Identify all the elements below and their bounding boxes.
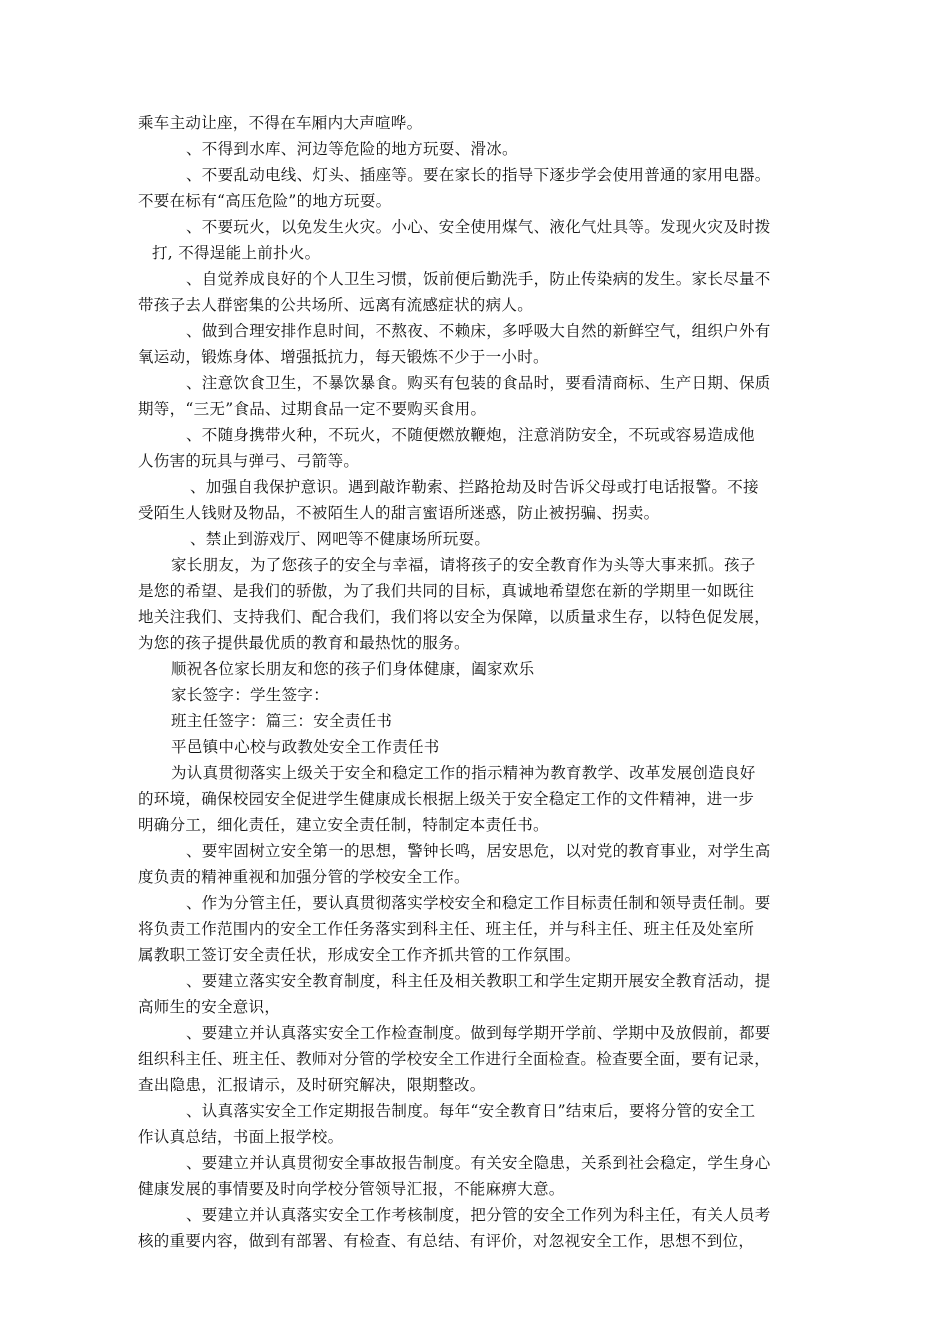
text-line: 平邑镇中心校与政教处安全工作责任书 bbox=[171, 738, 440, 756]
text-line: 班主任签字：篇三：安全责任书 bbox=[171, 712, 393, 730]
text-line: 、禁止到游戏厅、网吧等不健康场所玩耍。 bbox=[190, 530, 491, 548]
text-line: 为您的孩子提供最优质的教育和最热忱的服务。 bbox=[138, 634, 470, 652]
text-line: 明确分工，细化责任，建立安全责任制，特制定本责任书。 bbox=[138, 816, 549, 834]
text-line: 、要建立落实安全教育制度，科主任及相关教职工和学生定期开展安全教育活动，提 bbox=[186, 972, 771, 990]
text-line: 、不要乱动电线、灯头、插座等。要在家长的指导下逐步学会使用普通的家用电器。 bbox=[186, 166, 771, 184]
text-line: 、自觉养成良好的个人卫生习惯，饭前便后勤洗手，防止传染病的发生。家长尽量不 bbox=[186, 270, 771, 288]
text-line: 查出隐患，汇报请示，及时研究解决，限期整改。 bbox=[138, 1076, 486, 1094]
text-line: 乘车主动让座，不得在车厢内大声喧哗。 bbox=[138, 114, 423, 132]
text-line: 、要建立并认真贯彻安全事故报告制度。有关安全隐患，关系到社会稳定，学生身心 bbox=[186, 1154, 771, 1172]
text-line: 、做到合理安排作息时间，不熬夜、不赖床，多呼吸大自然的新鲜空气，组织户外有 bbox=[186, 322, 771, 340]
text-line: 家长朋友，为了您孩子的安全与幸福，请将孩子的安全教育作为头等大事来抓。孩子 bbox=[171, 556, 756, 574]
text-line: 氧运动，锻炼身体、增强抵抗力，每天锻炼不少于一小时。 bbox=[138, 348, 549, 366]
text-line: 组织科主任、班主任、教师对分管的学校安全工作进行全面检查。检查要全面，要有记录， bbox=[138, 1050, 771, 1068]
text-line: 、注意饮食卫生，不暴饮暴食。购买有包装的食品时，要看清商标、生产日期、保质 bbox=[186, 374, 771, 392]
text-line: 、加强自我保护意识。遇到敲诈勒索、拦路抢劫及时告诉父母或打电话报警。不接 bbox=[190, 478, 759, 496]
text-line: 打, 不得逞能上前扑火。 bbox=[152, 244, 321, 262]
text-line: 、认真落实安全工作定期报告制度。每年“安全教育日”结束后，要将分管的安全工 bbox=[186, 1102, 756, 1120]
text-line: 、不得到水库、河边等危险的地方玩耍、滑冰。 bbox=[186, 140, 518, 158]
text-line: 、要牢固树立安全第一的思想，警钟长鸣，居安思危，以对党的教育事业，对学生高 bbox=[186, 842, 771, 860]
text-line: 作认真总结，书面上报学校。 bbox=[138, 1128, 344, 1146]
text-line: 顺祝各位家长朋友和您的孩子们身体健康，阖家欢乐 bbox=[171, 660, 535, 678]
text-line: 健康发展的事情要及时向学校分管领导汇报，不能麻痹大意。 bbox=[138, 1180, 565, 1198]
text-line: 、要建立并认真落实安全工作检查制度。做到每学期开学前、学期中及放假前，都要 bbox=[186, 1024, 771, 1042]
text-line: 、要建立并认真落实安全工作考核制度，把分管的安全工作列为科主任，有关人员考 bbox=[186, 1206, 771, 1224]
text-line: 将负责工作范围内的安全工作任务落实到科主任、班主任，并与科主任、班主任及处室所 bbox=[138, 920, 755, 938]
text-line: 受陌生人钱财及物品，不被陌生人的甜言蜜语所迷惑，防止被拐骗、拐卖。 bbox=[138, 504, 660, 522]
text-line: 的环境，确保校园安全促进学生健康成长根据上级关于安全稳定工作的文件精神，进一步 bbox=[138, 790, 755, 808]
text-line: 高师生的安全意识， bbox=[138, 998, 281, 1016]
text-line: 、作为分管主任，要认真贯彻落实学校安全和稳定工作目标责任制和领导责任制。要 bbox=[186, 894, 771, 912]
text-line: 期等，“三无”食品、过期食品一定不要购买食用。 bbox=[138, 400, 487, 418]
document-body bbox=[138, 110, 828, 1254]
text-line: 人伤害的玩具与弹弓、弓箭等。 bbox=[138, 452, 360, 470]
text-line: 为认真贯彻落实上级关于安全和稳定工作的指示精神为教育教学、改革发展创造良好 bbox=[171, 764, 756, 782]
text-line: 、不要玩火，以免发生火灾。小心、安全使用煤气、液化气灶具等。发现火灾及时拨 bbox=[186, 218, 771, 236]
text-line: 属教职工签订安全责任状，形成安全工作齐抓共管的工作氛围。 bbox=[138, 946, 581, 964]
text-line: 家长签字：学生签字： bbox=[171, 686, 330, 704]
text-line: 地关注我们、支持我们、配合我们，我们将以安全为保障，以质量求生存，以特色促发展， bbox=[138, 608, 771, 626]
text-line: 核的重要内容，做到有部署、有检查、有总结、有评价，对忽视安全工作，思想不到位， bbox=[138, 1232, 755, 1250]
text-line: 不要在标有“高压危险”的地方玩耍。 bbox=[138, 192, 392, 210]
text-line: 度负责的精神重视和加强分管的学校安全工作。 bbox=[138, 868, 470, 886]
text-line: 、不随身携带火种，不玩火，不随便燃放鞭炮，注意消防安全，不玩或容易造成他 bbox=[186, 426, 755, 444]
text-line: 带孩子去人群密集的公共场所、远离有流感症状的病人。 bbox=[138, 296, 534, 314]
text-line: 是您的希望、是我们的骄傲，为了我们共同的目标，真诚地希望您在新的学期里一如既往 bbox=[138, 582, 755, 600]
